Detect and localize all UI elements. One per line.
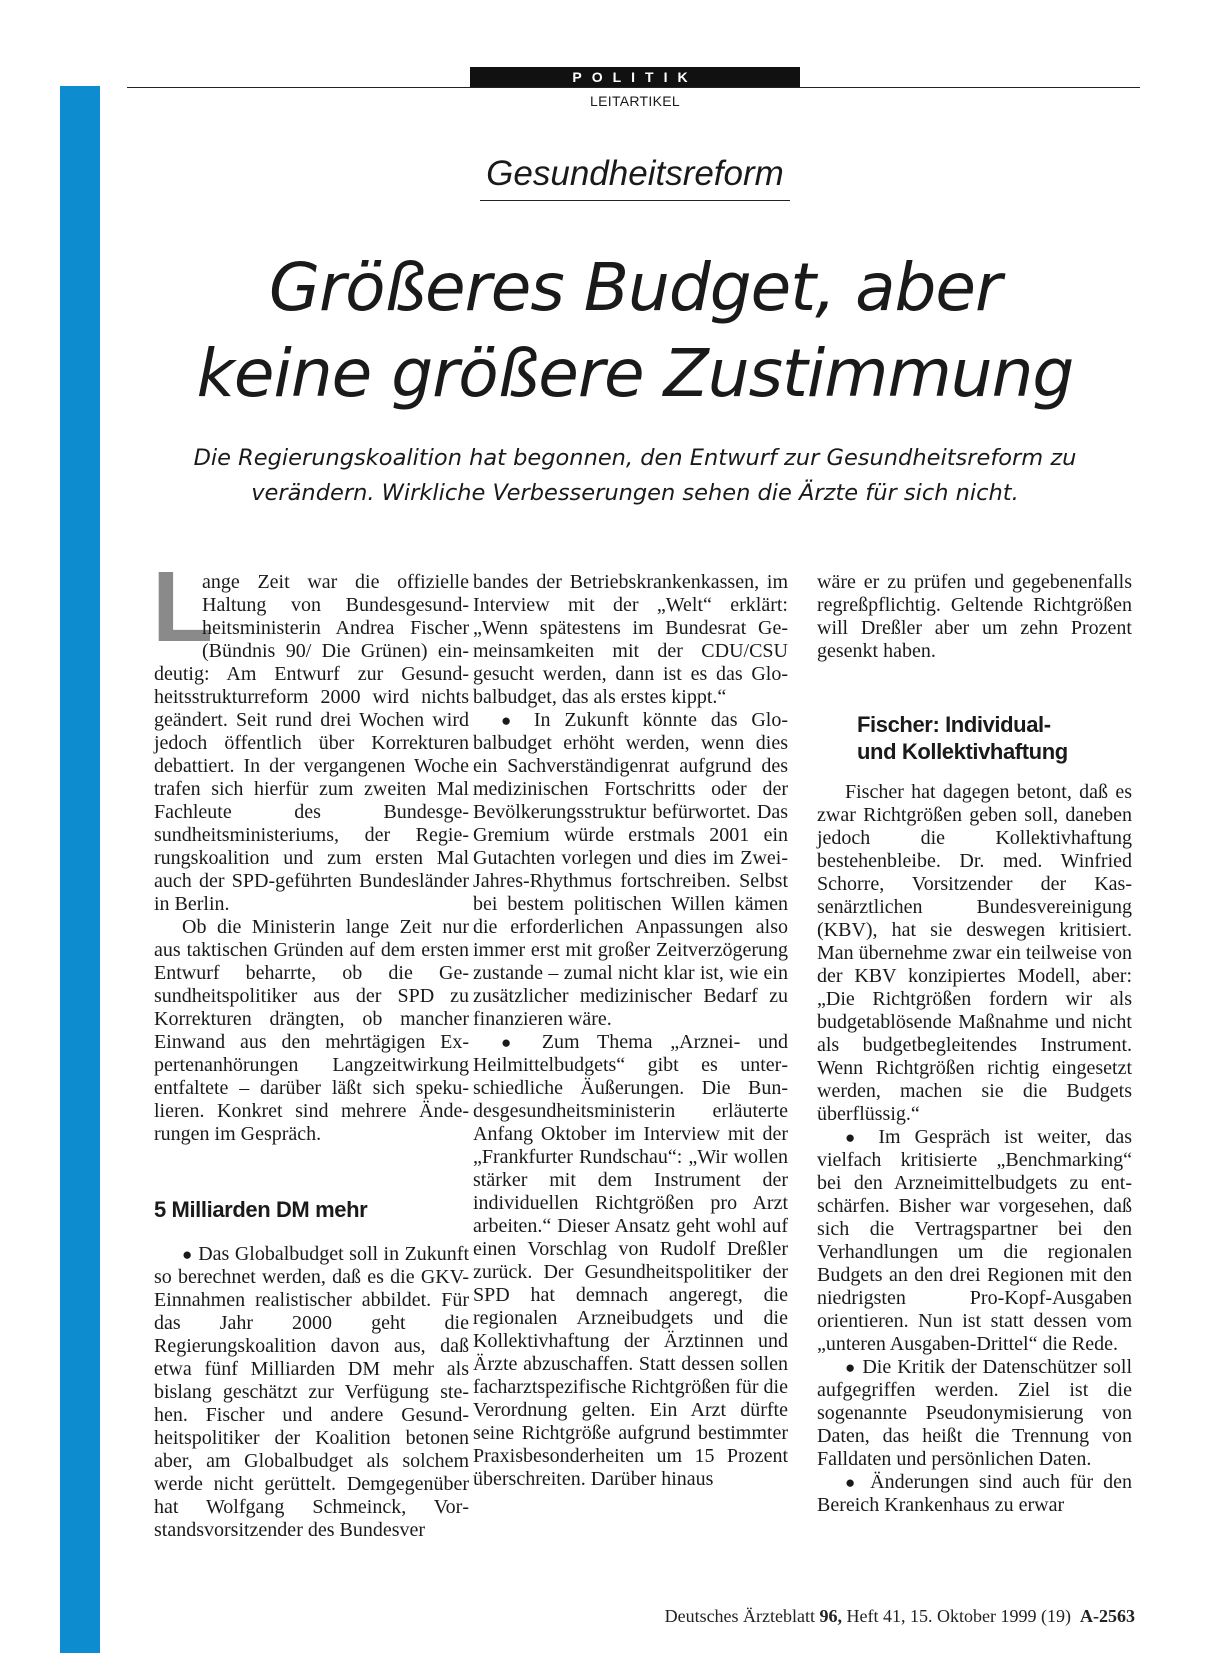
subheading	[817, 711, 1132, 765]
page-number: A-2563	[1080, 1606, 1135, 1626]
bullet-icon: ●	[182, 1245, 193, 1264]
subsection-label: LEITARTIKEL	[590, 93, 680, 109]
subheading-line-2: und Kollektivhaftung	[857, 739, 1068, 764]
paragraph-text: Änderungen sind auch für den Bereich Krankenhaus zu erwar	[817, 1471, 1132, 1516]
subheading: 5 Milliarden DM mehr	[154, 1197, 368, 1222]
article-column-2	[473, 571, 788, 1491]
paragraph: Ob die Ministerin lange Zeit nur aus taktischen Gründen auf dem ersten Entwurf beharrte, ob die Gesundheitspolitiker aus der SPD zu Korrekturen drängten, ob mancher Einwand aus den mehrtägigen Expertenanhörungen Langzeitwirkung entfaltete – darüber läßt sich spekulieren. Konkret sind mehrere Änderungen im Gespräch.	[154, 916, 469, 1145]
paragraph-text: In Zukunft könnte das Globalbudget erhöht werden, wenn dies ein Sachverständigenrat aufgrund des medizinischen Fortschritts oder der Bevölkerungsstruktur befürwortet. Das Gremium würde erstmals 2001 ein Gutachten vorlegen und dies im Zwei-Jahres-Rhythmus fortschreiben. Selbst bei bestem politischen Willen kämen die erforderlichen Anpassungen also immer erst mit großer Zeitverzögerung zustande – zumal nicht klar ist, wie ein zusätzlicher medizinischer Bedarf zu finanzieren wäre.	[473, 709, 788, 1030]
paragraph	[154, 1243, 469, 1542]
accent-side-bar	[60, 86, 100, 1653]
bullet-icon: ●	[845, 1128, 865, 1147]
header-rule	[127, 87, 1140, 88]
paragraph-text: Zum Thema „Arznei- und Heilmittelbudgets“ gibt es unterschiedliche Äußerungen. Die Bundesgesundheitsministerin erläuterte Anfang Oktober im Interview mit der „Frankfurter Rundschau“: „Wir wollen stärker mit dem Instrument der individuellen Richtgrößen pro Arzt arbeiten.“ Dieser Ansatz geht wohl auf einen Vorschlag von Rudolf Dreßler zurück. Der Gesundheitspolitiker der SPD hat demnach angeregt, die regionalen Arzneibudgets und die Kollektivhaftung der Ärztinnen und Ärzte abzuschaffen. Statt dessen sollen facharztspezifische Richtgrößen für die Verordnung gelten. Ein Arzt dürfte seine Richtgröße aufgrund bestimmter Praxisbesonderheiten um 15 Prozent überschreiten. Darüber hinaus	[473, 1031, 788, 1490]
paragraph	[152, 551, 469, 916]
article-headline	[140, 245, 1130, 417]
issue-info: Heft 41, 15. Oktober 1999 (19)	[846, 1606, 1071, 1626]
journal-volume: 96,	[819, 1606, 843, 1626]
article-kicker: Gesundheitsreform	[480, 152, 790, 201]
article-lede	[140, 441, 1130, 511]
paragraph-text: ange Zeit war die offizielle Haltung von Bundesgesundheitsministerin Andrea Fischer (Bündnis 90/ Die Grünen) eindeutig: Am Entwurf zur Gesundheitsstrukturreform 2000 wird nichts geändert. Seit rund drei Wochen wird jedoch öffentlich über Korrekturen debattiert. In der vergangenen Woche trafen sich hierfür zum zweiten Mal Fachleute des Bundesgesundheitsministeriums, der Regierungskoalition und zum ersten Mal auch der SPD-geführten Bundesländer in Berlin.	[154, 571, 469, 915]
page-footer	[580, 1606, 1135, 1627]
drop-cap: L	[152, 551, 214, 663]
bullet-icon: ●	[845, 1473, 861, 1492]
paragraph: Fischer hat dagegen betont, daß es zwar Richtgrößen geben soll, daneben jedoch die Kollektivhaftung bestehenbleibe. Dr. med. Winfried Schorre, Vorsitzender der Kassenärztlichen Bundesvereinigung (KBV), hat sie deswegen kritisiert. Man übernehme zwar ein teilweise von der KBV konzipiertes Modell, aber: „Die Richtgrößen fordern wir als budgetablösende Maßnahme und nicht als budgetbegleitendes Instrument. Wenn Richtgrößen richtig eingesetzt werden, machen sie die Budgets überflüssig.“	[817, 781, 1132, 1125]
bullet-icon: ●	[501, 1033, 525, 1052]
paragraph: wäre er zu prüfen und gegebenenfalls regreßpflichtig. Geltende Richtgrößen will Dreßler aber um zehn Prozent gesenkt haben.	[817, 571, 1132, 662]
paragraph-text: Die Kritik der Datenschützer soll aufgegriffen werden. Ziel ist die sogenannte Pseudonymisierung von Daten, das heißt die Trennung von Falldaten und persönlichen Daten.	[817, 1356, 1132, 1470]
journal-name: Deutsches Ärzteblatt	[664, 1606, 816, 1626]
paragraph	[817, 1356, 1132, 1471]
bullet-icon: ●	[845, 1358, 857, 1377]
lede-line-2: verändern. Wirkliche Verbesserungen sehen die Ärzte für sich nicht.	[251, 480, 1019, 506]
paragraph	[817, 1126, 1132, 1356]
bullet-icon: ●	[501, 711, 521, 730]
subheading-line-1: Fischer: Individual-	[857, 712, 1051, 737]
headline-line-1: Größeres Budget, aber	[268, 249, 1002, 326]
lede-line-1: Die Regierungskoalition hat begonnen, den Entwurf zur Gesundheitsreform zu	[193, 445, 1077, 471]
article-column-3	[817, 571, 1132, 1517]
headline-line-2: keine größere Zustimmung	[196, 335, 1074, 412]
section-label: POLITIK	[470, 67, 800, 87]
paragraph-text: Im Gespräch ist weiter, das vielfach kritisierte „Benchmarking“ bei den Arzneimittelbudgets zu entschärfen. Bisher war vorgesehen, daß sich die Vertragspartner bei den Verhandlungen um die regionalen Budgets an den drei Regionen mit den niedrigsten Pro-Kopf-Ausgaben orientieren. Nun ist statt dessen vom „unteren Ausgaben-Drittel“ die Rede.	[817, 1126, 1132, 1355]
paragraph	[473, 1031, 788, 1491]
paragraph-text: Das Globalbudget soll in Zukunft so berechnet werden, daß es die GKV-Einnahmen realistischer abbildet. Für das Jahr 2000 geht die Regierungskoalition davon aus, daß etwa fünf Milliarden DM mehr als bislang geschätzt zur Verfügung stehen. Fischer und andere Gesundheitspolitiker der Koalition betonen aber, am Globalbudget als solchem werde nicht gerüttelt. Demgegenüber hat Wolfgang Schmeinck, Vorstandsvorsitzender des Bundesver	[154, 1243, 469, 1541]
article-column-1	[152, 551, 469, 1542]
paragraph	[817, 1471, 1132, 1517]
paragraph	[473, 709, 788, 1031]
paragraph: bandes der Betriebskrankenkassen, im Interview mit der „Welt“ erklärt: „Wenn spätestens im Bundesrat Gemeinsamkeiten mit der CDU/CSU gesucht werden, dann ist es das Globalbudget, das als erstes kippt.“	[473, 571, 788, 708]
